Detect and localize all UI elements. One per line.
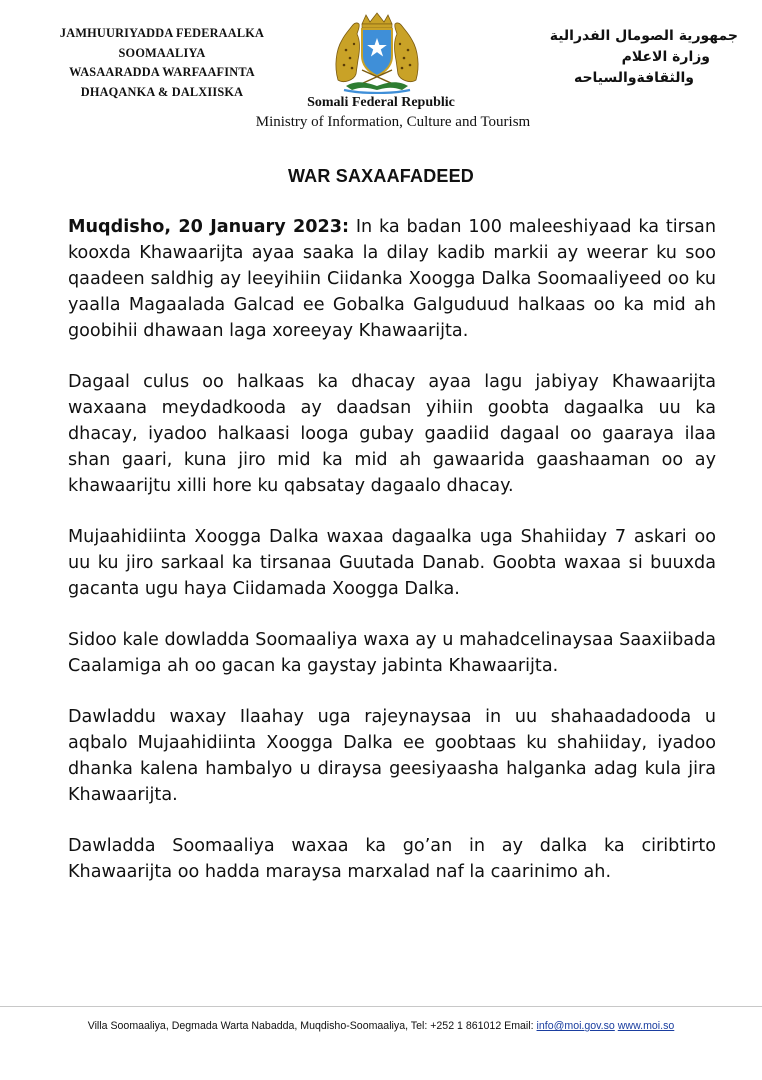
paragraph-2: Dagaal culus oo halkaas ka dhacay ayaa lagu jabiyay Khawaarijta waxaana meydadkooda ay daadsan yihiin goobta dagaalka uu ka dhacay, iyadoo halkaasi looga gubay gaadiid dagaal oo gaaraya ilaa shan gaari, kuna jiro mid ka mid ah gawaarida gaashaaman oo ay khawaarijtu xilli hore ku qabsatay dagaalo dhacay. xyxy=(68,372,716,496)
footer xyxy=(0,1020,762,1032)
email-link[interactable]: info@moi.gov.so xyxy=(536,1020,615,1032)
header-left-line: WASAARADDA WARFAAFINTA xyxy=(69,65,255,79)
footer-divider xyxy=(0,1006,762,1007)
paragraph-5: Dawladdu waxay Ilaahay uga rajeynaysaa in uu shahaadadooda u aqbalo Mujaahidiinta Xoogga Dalka ee goobtaas ku shahiiday, iyadoo dhanka kalena hambalyo u diraysa geesiyaasha halganka adag kula jira Khawaarijta. xyxy=(68,707,716,805)
coat-of-arms-emblem xyxy=(322,10,432,94)
header-right-line: وزارة الاعلام xyxy=(621,49,710,65)
header-left-block xyxy=(28,24,296,102)
paragraph-1 xyxy=(68,214,716,344)
footer-address: Villa Soomaaliya, Degmada Warta Nabadda, Muqdisho-Soomaaliya, Tel: +252 1 861012 Email: xyxy=(87,1020,537,1032)
header-left-line: SOOMAALIYA xyxy=(118,45,206,60)
document-title: WAR SAXAAFADEED xyxy=(287,166,474,186)
republic-name: Somali Federal Republic xyxy=(307,95,455,110)
ministry-name: Ministry of Information, Culture and Tourism xyxy=(255,114,531,130)
paragraph-4: Sidoo kale dowladda Soomaaliya waxa ay u mahadcelinaysaa Saaxiibada Caalamiga ah oo gacan ka gaystay jabinta Khawaarijta. xyxy=(68,630,716,676)
header-right-line: والثقافةوالسياحه xyxy=(573,70,694,86)
paragraph-3: Mujaahidiinta Xoogga Dalka waxaa dagaalka uga Shahiiday 7 askari oo uu ku jiro sarkaal ka tirsanaa Guutada Danab. Goobta waxaa si buuxda gacanta ugu haya Ciidamada Xoogga Dalka. xyxy=(68,527,716,599)
header-left-line: JAMHUURIYADDA FEDERAALKA xyxy=(59,26,265,40)
paragraph-6: Dawladda Soomaaliya waxaa ka go’an in ay dalka ka ciribtirto Khawaarijta oo hadda maraysa marxalad naf la caarinimo ah. xyxy=(68,836,716,882)
website-link[interactable]: www.moi.so xyxy=(617,1020,675,1032)
dateline: Muqdisho, 20 January 2023: xyxy=(68,217,350,237)
header-right-block xyxy=(498,26,738,89)
paragraph-1-text: In ka badan 100 maleeshiyaad ka tirsan kooxda Khawaarijta ayaa saaka la dilay kadib markii ay weerar ku soo qaadeen saldhig ay leeyihiin Ciidanka Xoogga Dalka Soomaaliyeed oo ku yaalla Magaalada Galcad ee Gobalka Galguduud halkaas oo ka mid ah goobihii dhawaan laga xoreeyay Khawaarijta. xyxy=(68,217,716,341)
press-release-body xyxy=(68,214,716,910)
header-right-line: جمهورية الصومال الفدرالية xyxy=(549,28,738,44)
header-left-line: DHAQANKA & DALXIISKA xyxy=(80,84,244,99)
